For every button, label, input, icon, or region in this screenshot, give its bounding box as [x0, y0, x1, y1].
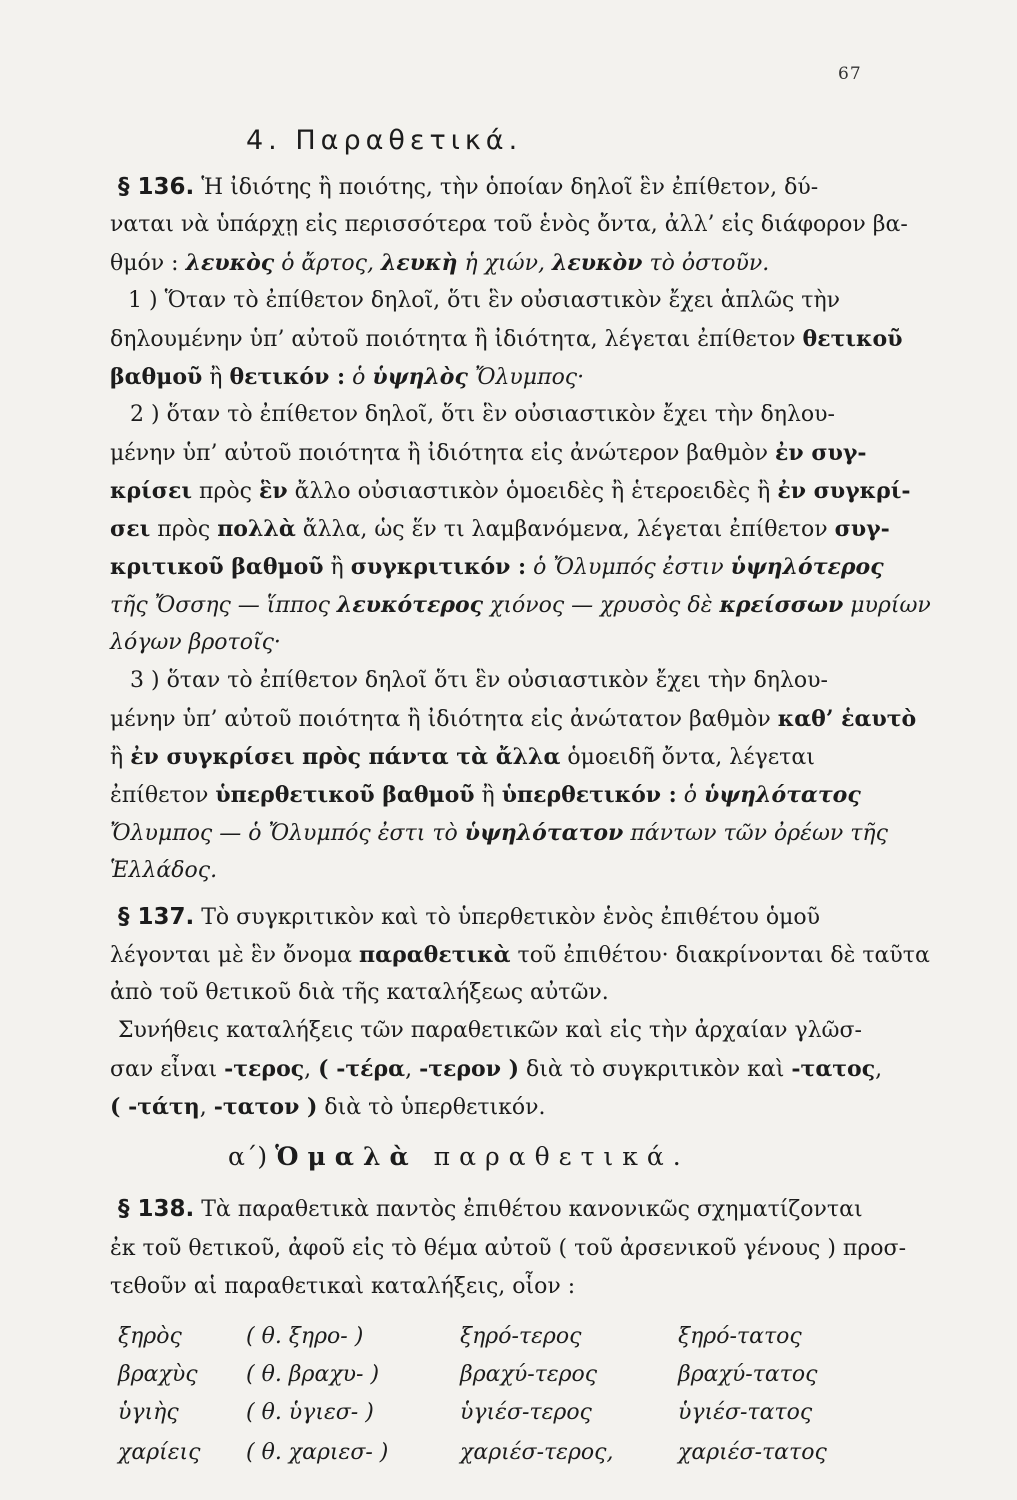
- table-cell: ὑγιέσ-τατος: [678, 1400, 813, 1425]
- text-line: λέγονται μὲ ἓν ὄνομα παραθετικὰ τοῦ ἐπιθέτου· διακρίνονται δὲ ταῦτα: [110, 942, 930, 968]
- table-cell: ( θ. ξηρο- ): [246, 1324, 364, 1349]
- text-line: σαν εἶναι -τερος, ( -τέρα, -τερον ) διὰ τὸ συγκριτικὸν καὶ -τατος,: [110, 1056, 883, 1082]
- text-line: τῆς Ὄσσης — ἵππος λευκότερος χιόνος — χρυσὸς δὲ κρείσσων μυρίων: [110, 592, 931, 618]
- text-line: ἢ ἐν συγκρίσει πρὸς πάντα τὰ ἄλλα ὁμοειδῆ ὄντα, λέγεται: [110, 744, 815, 770]
- text-line: Συνήθεις καταλήξεις τῶν παραθετικῶν καὶ εἰς τὴν ἀρχαίαν γλῶσ-: [118, 1018, 862, 1043]
- text-line: 1 ) Ὅταν τὸ ἐπίθετον δηλοῖ, ὅτι ἓν οὐσιαστικὸν ἔχει ἁπλῶς τὴν: [128, 288, 841, 313]
- table-cell: ( θ. ὑγιεσ- ): [246, 1400, 374, 1425]
- text-line: ναται νὰ ὑπάρχῃ εἰς περισσότερα τοῦ ἑνὸς ὄντα, ἀλλ’ εἰς διάφορον βα-: [110, 212, 908, 237]
- text-line: § 138. Τὰ παραθετικὰ παντὸς ἐπιθέτου κανονικῶς σχηματίζονται: [118, 1196, 863, 1222]
- table-cell: βραχὺς: [118, 1362, 198, 1387]
- text-line: ἀπὸ τοῦ θετικοῦ διὰ τῆς καταλήξεως αὐτῶν.: [110, 980, 609, 1005]
- table-cell: ξηρὸς: [118, 1324, 182, 1349]
- table-cell: ξηρό-τερος: [460, 1324, 582, 1349]
- text-line: μένην ὑπ’ αὐτοῦ ποιότητα ἢ ἰδιότητα εἰς ἀνώτερον βαθμὸν ἐν συγ-: [110, 440, 867, 466]
- table-cell: χαριέσ-τερος,: [460, 1440, 614, 1465]
- text-line: κριτικοῦ βαθμοῦ ἢ συγκριτικόν : ὁ Ὄλυμπός ἐστιν ὑψηλότερος: [110, 554, 884, 580]
- page-number: 67: [838, 64, 862, 84]
- text-line: § 136. Ἡ ἰδιότης ἢ ποιότης, τὴν ὁποίαν δηλοῖ ἓν ἐπίθετον, δύ-: [118, 174, 819, 200]
- table-cell: ξηρό-τατος: [678, 1324, 802, 1349]
- text-line: βαθμοῦ ἢ θετικόν : ὁ ὑψηλὸς Ὄλυμπος·: [110, 364, 585, 390]
- text-line: δηλουμένην ὑπ’ αὐτοῦ ποιότητα ἢ ἰδιότητα, λέγεται ἐπίθετον θετικοῦ: [110, 326, 903, 352]
- table-cell: ( θ. χαριεσ- ): [246, 1440, 389, 1465]
- text-line: Ὄλυμπος — ὁ Ὄλυμπός ἐστι τὸ ὑψηλότατον πάντων τῶν ὀρέων τῆς: [110, 820, 888, 846]
- text-line: λόγων βροτοῖς·: [110, 630, 281, 655]
- text-line: Ἑλλάδος.: [110, 858, 218, 883]
- text-line: ἐκ τοῦ θετικοῦ, ἀφοῦ εἰς τὸ θέμα αὐτοῦ ( τοῦ ἀρσενικοῦ γένους ) προσ-: [110, 1236, 906, 1261]
- table-cell: χαρίεις: [118, 1440, 201, 1465]
- table-cell: ( θ. βραχυ- ): [246, 1362, 380, 1387]
- text-line: ( -τάτη, -τατον ) διὰ τὸ ὑπερθετικόν.: [110, 1094, 546, 1120]
- text-line: § 137. Τὸ συγκριτικὸν καὶ τὸ ὑπερθετικὸν ἑνὸς ἐπιθέτου ὁμοῦ: [118, 904, 820, 930]
- text-line: τεθοῦν αἱ παραθετικαὶ καταλήξεις, οἷον :: [110, 1274, 576, 1299]
- text-line: κρίσει πρὸς ἓν ἄλλο οὐσιαστικὸν ὁμοειδὲς ἢ ἑτεροειδὲς ἢ ἐν συγκρί-: [110, 478, 911, 504]
- subsection-heading: α΄) Ὁμαλὰ παραθετικά.: [228, 1142, 690, 1171]
- text-line: 3 ) ὅταν τὸ ἐπίθετον δηλοῖ ὅτι ἓν οὐσιαστικὸν ἔχει τὴν δηλου-: [130, 668, 828, 693]
- text-line: σει πρὸς πολλὰ ἄλλα, ὡς ἕν τι λαμβανόμενα, λέγεται ἐπίθετον συγ-: [110, 516, 890, 542]
- text-line: μένην ὑπ’ αὐτοῦ ποιότητα ἢ ἰδιότητα εἰς ἀνώτατον βαθμὸν καθ’ ἑαυτὸ: [110, 706, 917, 732]
- section-heading: 4. Παραθετικά.: [246, 125, 523, 156]
- table-cell: ὑγιὴς: [118, 1400, 179, 1425]
- table-cell: ὑγιέσ-τερος: [460, 1400, 592, 1425]
- text-line: ἐπίθετον ὑπερθετικοῦ βαθμοῦ ἢ ὑπερθετικόν : ὁ ὑψηλότατος: [110, 782, 861, 808]
- text-line: θμόν : λευκὸς ὁ ἄρτος, λευκὴ ἡ χιών, λευκὸν τὸ ὀστοῦν.: [110, 250, 770, 276]
- text-line: 2 ) ὅταν τὸ ἐπίθετον δηλοῖ, ὅτι ἓν οὐσιαστικὸν ἔχει τὴν δηλου-: [130, 402, 835, 427]
- table-cell: χαριέσ-τατος: [678, 1440, 827, 1465]
- table-cell: βραχύ-τερος: [460, 1362, 598, 1387]
- table-cell: βραχύ-τατος: [678, 1362, 818, 1387]
